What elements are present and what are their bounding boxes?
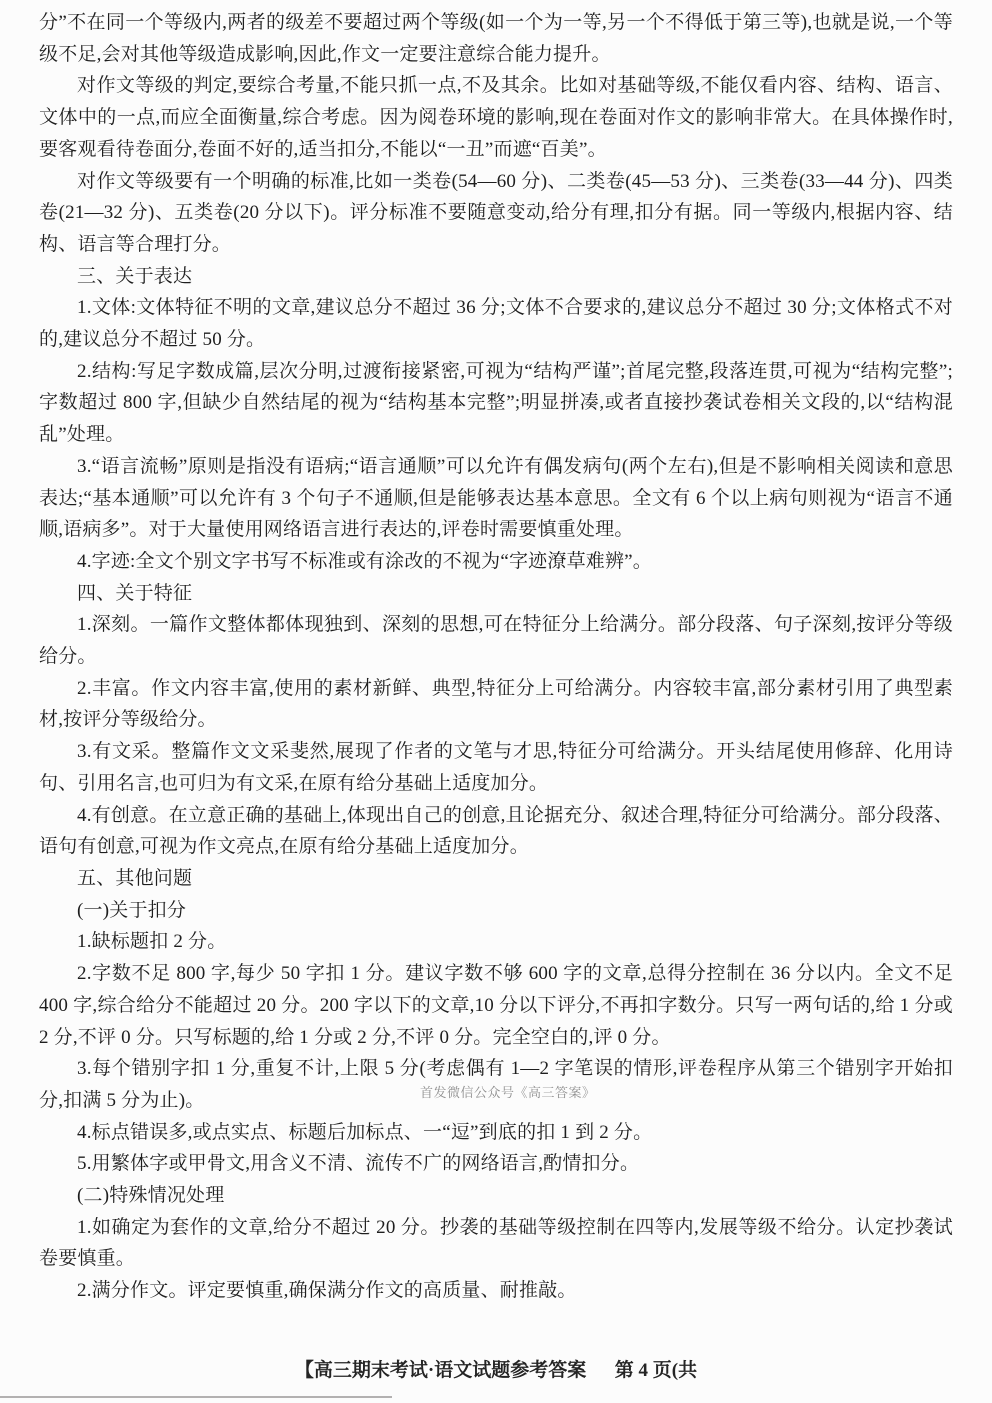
paragraph: 1.如确定为套作的文章,给分不超过 20 分。抄袭的基础等级控制在四等内,发展等级不给分。认定抄袭试卷要慎重。	[39, 1216, 953, 1270]
paragraph: 分”不在同一个等级内,两者的级差不要超过两个等级(如一个为一等,另一个不得低于第三等),也就是说,一个等级不足,会对其他等级造成影响,因此,作文一定要注意综合能力提升。	[39, 12, 953, 65]
paragraph: 2.结构:写足字数成篇,层次分明,过渡衔接紧密,可视为“结构严谨”;首尾完整,段落连贯,可视为“结构完整”;字数超过 800 字,但缺少自然结尾的视为“结构基本完整”;明显拼凑,或者直接抄袭试卷相关文段的,以“结构混乱”处理。	[39, 360, 953, 446]
paragraph: 2.满分作文。评定要慎重,确保满分作文的高质量、耐推敲。	[77, 1280, 577, 1302]
paragraph: 4.有创意。在立意正确的基础上,体现出自己的创意,且论据充分、叙述合理,特征分可给满分。部分段落、语句有创意,可视为作文亮点,在原有给分基础上适度加分。	[39, 804, 953, 858]
paragraph: 四、关于特征	[77, 582, 193, 604]
watermark-text: 首发微信公众号《高三答案》	[420, 1085, 596, 1100]
scan-artifact-line	[0, 1396, 392, 1398]
footer-page-number: 第 4 页(共	[614, 1360, 698, 1381]
paragraph: 3.有文采。整篇作文文采斐然,展现了作者的文笔与才思,特征分可给满分。开头结尾使用修辞、化用诗句、引用名言,也可归为有文采,在原有给分基础上适度加分。	[39, 741, 953, 794]
paragraph: 3.每个错别字扣 1 分,重复不计,上限 5 分(考虑偶有 1—2 字笔误的情形,评卷程序从第三个错别字开始扣分,扣满 5 分为止)。	[39, 1058, 953, 1111]
paragraph: 2.字数不足 800 字,每少 50 字扣 1 分。建议字数不够 600 字的文章,总得分控制在 36 分以内。全文不足 400 字,综合给分不能超过 20 分。200 字以下的文章,10 分以下评分,不再扣字数分。只写一两句话的,给 1 分或 2 分,不评 0 分。只写标题的,给 1 分或 2 分,不评 0 分。完全空白的,评 0 分。	[39, 963, 953, 1048]
paragraph: 1.深刻。一篇作文整体都体现独到、深刻的思想,可在特征分上给满分。部分段落、句子深刻,按评分等级给分。	[39, 614, 953, 668]
document-body	[39, 7, 953, 1307]
paragraph: 4.字迹:全文个别文字书写不标准或有涂改的不视为“字迹潦草难辨”。	[77, 550, 652, 572]
paragraph: (一)关于扣分	[77, 899, 187, 921]
paragraph: 三、关于表达	[77, 265, 193, 287]
paragraph: 对作文等级要有一个明确的标准,比如一类卷(54—60 分)、二类卷(45—53 分)、三类卷(33—44 分)、四类卷(21—32 分)、五类卷(20 分以下)。评分标准不要随意变动,给分有理,扣分有据。同一等级内,根据内容、结构、语言等合理打分。	[39, 170, 953, 255]
paragraph: 5.用繁体字或甲骨文,用含义不清、流传不广的网络语言,酌情扣分。	[77, 1153, 640, 1175]
paragraph: 五、其他问题	[77, 867, 193, 889]
paragraph: 2.丰富。作文内容丰富,使用的素材新鲜、典型,特征分上可给满分。内容较丰富,部分素材引用了典型素材,按评分等级给分。	[39, 677, 953, 731]
paragraph: 1.文体:文体特征不明的文章,建议总分不超过 36 分;文体不合要求的,建议总分不超过 30 分;文体格式不对的,建议总分不超过 50 分。	[39, 297, 953, 351]
page-footer	[0, 1355, 992, 1382]
paragraph: 4.标点错误多,或点实点、标题后加标点、一“逗”到底的扣 1 到 2 分。	[77, 1121, 653, 1143]
paragraph: (二)特殊情况处理	[77, 1185, 225, 1207]
paragraph: 对作文等级的判定,要综合考量,不能只抓一点,不及其余。比如对基础等级,不能仅看内容、结构、语言、文体中的一点,而应全面衡量,综合考虑。因为阅卷环境的影响,现在卷面对作文的影响非常大。在具体操作时,要客观看待卷面分,卷面不好的,适当扣分,不能以“一丑”而遮“百美”。	[39, 75, 953, 160]
paragraph: 3.“语言流畅”原则是指没有语病;“语言通顺”可以允许有偶发病句(两个左右),但是不影响相关阅读和意思表达;“基本通顺”可以允许有 3 个句子不通顺,但是能够表达基本意思。全文有 6 个以上病句则视为“语言不通顺,语病多”。对于大量使用网络语言进行表达的,评卷时需要慎重处理。	[39, 455, 953, 541]
footer-title: 【高三期末考试·语文试题参考答案	[294, 1360, 587, 1381]
paragraph: 1.缺标题扣 2 分。	[77, 931, 227, 953]
